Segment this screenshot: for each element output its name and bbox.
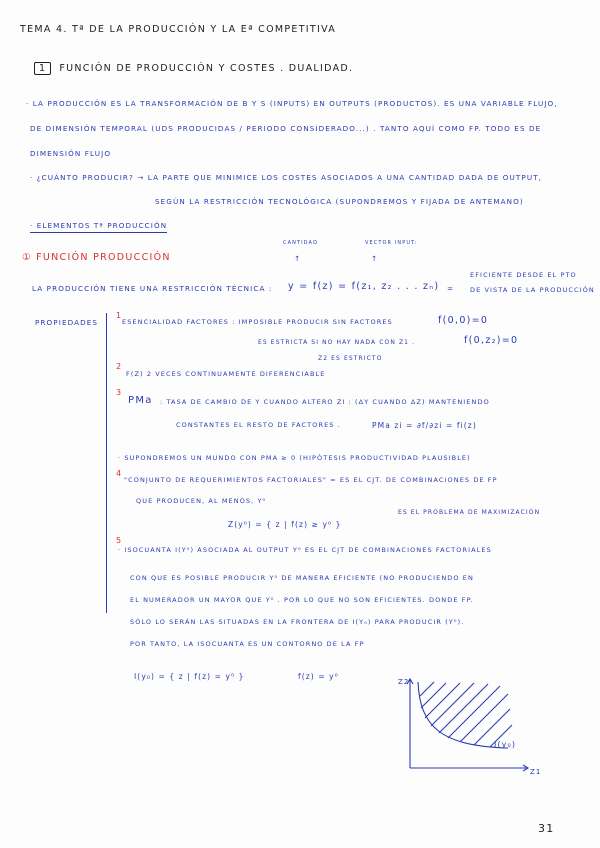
section-number: 1 (34, 62, 51, 75)
intro-line: SEGÚN LA RESTRICCIÓN TECNOLÓGICA (SUPONDREMOS Y FIJADA DE ANTEMANO) (155, 197, 524, 206)
assumption: · SUPONDREMOS UN MUNDO CON PMA ≥ 0 (HIPÓTESIS PRODUCTIVIDAD PLAUSIBLE) (118, 454, 471, 462)
property-2: F(Z) 2 VECES CONTINUAMENTE DIFERENCIABLE (126, 370, 326, 378)
property-5: SÓLO LO SERÁN LAS SITUADAS EN LA FRONTERA DE I(Y₀) PARA PRODUCIR (Y⁰). (130, 618, 465, 626)
restriction-note: EFICIENTE DESDE EL PTO (470, 271, 577, 279)
restriction-text: LA PRODUCCIÓN TIENE UNA RESTRICCIÓN TÉCNICA : (32, 284, 273, 293)
property-3: : TASA DE CAMBIO DE Y CUANDO ALTERO ZI : (ΔY CUANDO ΔZ) MANTENIENDO (160, 398, 490, 406)
section-heading (34, 62, 353, 75)
property-4: "CONJUNTO DE REQUERIMIENTOS FACTORIALES" = ES EL CJT. DE COMBINACIONES DE FP (124, 476, 498, 484)
annotation-vector: VECTOR INPUT: (365, 240, 418, 246)
brace (106, 313, 115, 613)
annotation-cantidad: CANTIDAD (283, 240, 319, 246)
intro-line: · LA PRODUCCIÓN ES LA TRANSFORMACIÓN DE B Y S (INPUTS) EN OUTPUTS (PRODUCTOS). ES UNA VARIABLE FLUJO, (26, 99, 558, 108)
subsection-heading: ① FUNCIÓN PRODUCCIÓN (22, 252, 171, 263)
curve-label: I(y₀) (494, 740, 517, 749)
isoquant-formula: I(y₀) = { z | f(z) = y⁰ } (134, 672, 245, 681)
restriction-note: DE VISTA DE LA PRODUCCIÓN (470, 286, 595, 294)
y-axis-label: Z2 (398, 678, 410, 686)
property-number: 1 (116, 311, 122, 320)
production-function: y = f(z) = f(z₁, z₂ . . . zₙ) (288, 281, 440, 292)
equals-sign: = (447, 284, 455, 293)
intro-line: · ¿CUÁNTO PRODUCIR? → LA PARTE QUE MINIMICE LOS COSTES ASOCIADOS A UNA CANTIDAD DADA DE OUTPUT, (30, 173, 543, 182)
property-4: QUE PRODUCEN, AL MENOS, Y⁰ (136, 497, 267, 505)
page-number: 31 (538, 822, 555, 835)
property-number: 5 (116, 536, 122, 545)
page-title: TEMA 4. Tª DE LA PRODUCCIÓN Y LA Eª COMPETITIVA (20, 24, 337, 35)
intro-line: DIMENSIÓN FLUJO (30, 149, 112, 158)
formula: f(0,0)=0 (438, 315, 489, 326)
property-5: CON QUE ES POSIBLE PRODUCIR Y⁰ DE MANERA EFICIENTE (NO PRODUCIENDO EN (130, 574, 474, 582)
property-number: 2 (116, 362, 122, 371)
property-number: 4 (116, 469, 122, 478)
property-4-side-note: ES EL PROBLEMA DE MAXIMIZACIÓN (398, 509, 541, 516)
property-number: 3 (116, 388, 122, 397)
properties-label: PROPIEDADES (35, 318, 99, 327)
isoquant-graph (390, 676, 540, 786)
formula: Z(y⁰) = { z | f(z) ≥ y⁰ } (228, 520, 342, 529)
property-1: ESENCIALIDAD FACTORES : IMPOSIBLE PRODUCIR SIN FACTORES (122, 318, 393, 326)
formula: f(0,z₂)=0 (464, 335, 519, 346)
elements-heading: · ELEMENTOS Tª PRODUCCIÓN (30, 221, 167, 233)
x-axis-label: Z1 (530, 768, 542, 776)
property-3: CONSTANTES EL RESTO DE FACTORES . (176, 421, 341, 429)
section-heading-text: FUNCIÓN DE PRODUCCIÓN Y COSTES . DUALIDAD. (59, 63, 354, 74)
arrow-icon: ↑ (294, 254, 302, 263)
property-1-note: ES ESTRICTA SI NO HAY NADA CON Z1 . (258, 339, 416, 346)
hatching (420, 682, 512, 747)
property-5: · ISOCUANTA I(Y⁰) ASOCIADA AL OUTPUT Y⁰ ES EL CJT DE COMBINACIONES FACTORIALES (118, 546, 492, 554)
isoquant-formula: f(z) = y⁰ (298, 672, 339, 681)
intro-line: DE DIMENSIÓN TEMPORAL (UDS PRODUCIDAS / PERIODO CONSIDERADO...) . TANTO AQUÍ COMO FP. TODO ES DE (30, 124, 542, 133)
arrow-icon: ↑ (371, 254, 379, 263)
formula: PMa zi = ∂f/∂zi = fi(z) (372, 421, 477, 430)
property-5: EL NUMERADOR UN MAYOR QUE Y⁰ . POR LO QUE NO SON EFICIENTES. DONDE FP. (130, 596, 474, 604)
property-1-note: Z2 ES ESTRICTO (318, 355, 383, 362)
property-5: POR TANTO, LA ISOCUANTA ES UN CONTORNO DE LA FP (130, 640, 365, 648)
pma-label: PMa (128, 395, 153, 406)
